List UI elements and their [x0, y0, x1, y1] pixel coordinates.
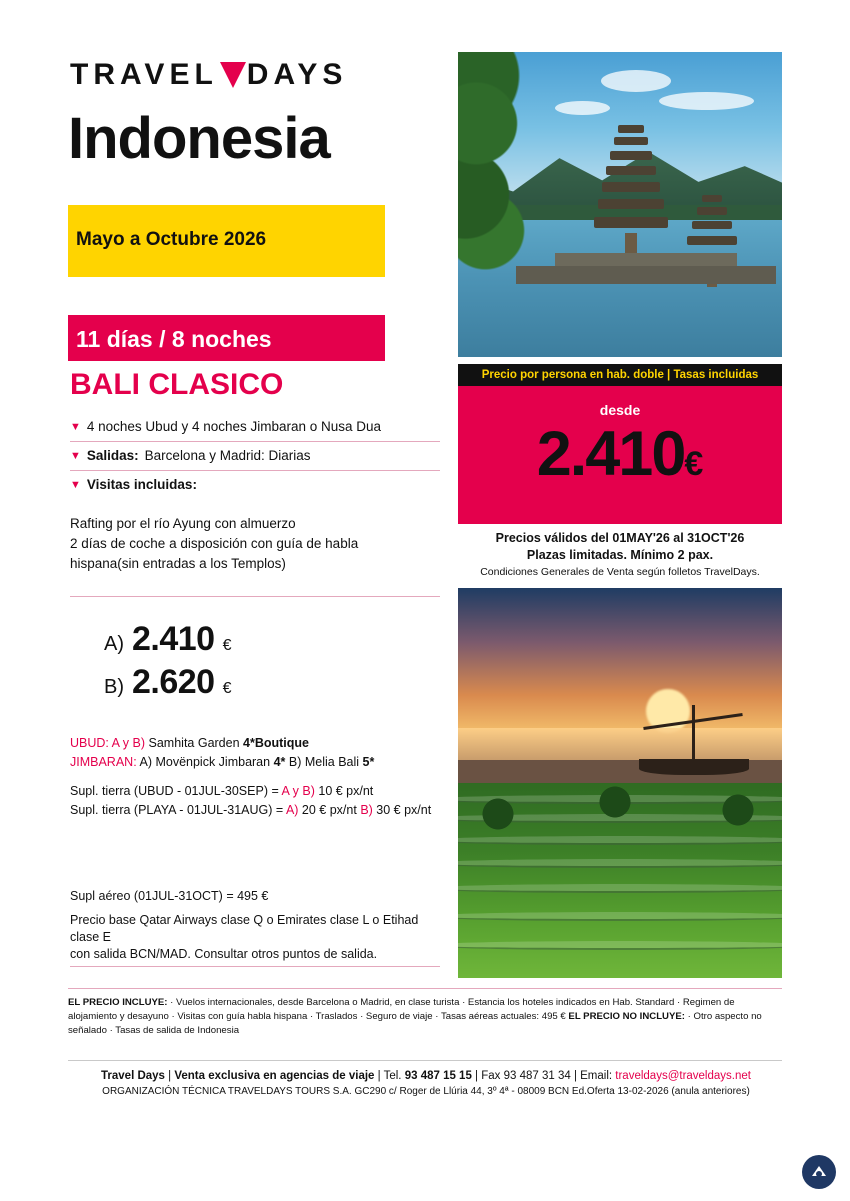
price-box	[458, 386, 782, 524]
supplement-playa-mid: 20 € px/nt	[298, 803, 361, 817]
excludes-label: EL PRECIO NO INCLUYE:	[568, 1011, 685, 1022]
option-currency: €	[222, 680, 232, 697]
hotel-ubud-label: UBUD: A y B)	[70, 736, 146, 750]
option-amount: 2.620	[132, 663, 215, 701]
triangle-bullet-icon: ▼	[70, 450, 81, 462]
hotel-ubud-row	[70, 734, 450, 753]
logo-text-days: DAYS	[246, 58, 348, 91]
season-band-label: Mayo a Octubre 2026	[76, 229, 267, 250]
supplement-ubud-pre: Supl. tierra (UBUD - 01JUL-30SEP) =	[70, 784, 282, 798]
page-title: Indonesia	[68, 106, 330, 171]
duration-band-label: 11 días / 8 noches	[76, 326, 272, 352]
footer-contact-line	[68, 1070, 784, 1082]
supplement-ubud-post: 10 € px/nt	[314, 784, 374, 798]
bullet-list	[70, 413, 440, 499]
season-band	[68, 205, 385, 277]
traveldays-logo	[70, 58, 347, 92]
hotel-jimbaran-a-category: 4*	[273, 755, 286, 769]
supplement-playa-post: 30 € px/nt	[372, 803, 432, 817]
price-option-b	[104, 663, 232, 702]
footer-company: Travel Days	[101, 1070, 165, 1082]
option-currency: €	[222, 637, 232, 654]
price-currency: €	[684, 445, 704, 483]
option-letter: A)	[104, 633, 124, 655]
supplement-ubud-row	[70, 782, 450, 801]
supplement-ubud-options: A y B)	[281, 784, 315, 798]
duration-band	[68, 315, 385, 361]
price-option-a	[104, 620, 232, 659]
air-supplement-line: Supl aéreo (01JUL-31OCT) = 495 €	[70, 889, 269, 903]
price-includes-text	[68, 996, 784, 1038]
air-fare-basis-line-2: con salida BCN/MAD. Consultar otros puntos de salida.	[70, 947, 378, 961]
land-supplements-block	[70, 782, 450, 820]
bullet-text: Barcelona y Madrid: Diarias	[144, 448, 311, 463]
air-supplement-block	[70, 888, 450, 963]
includes-text: · Vuelos internacionales, desde Barcelona o Madrid, en clase turista · Estancia los hoteles indicados en Hab. Standard · Regimen de alojamiento y desayuno · Visitas con guía habla hispana · Traslados · Seguro de viaje · Tasas aéreas actuales: 495 €	[68, 997, 735, 1022]
validity-text	[458, 530, 782, 564]
temple-lake-photo	[458, 52, 782, 357]
included-visits-line-1: Rafting por el río Ayung con almuerzo	[70, 516, 296, 531]
supplement-playa-pre: Supl. tierra (PLAYA - 01JUL-31AUG) =	[70, 803, 286, 817]
hotel-jimbaran-b-category: 5*	[362, 755, 375, 769]
included-visits-text	[70, 514, 445, 574]
footer-fax: | Fax 93 487 31 34 | Email:	[471, 1070, 616, 1082]
hotel-ubud-name: Samhita Garden	[148, 736, 240, 750]
pdf-viewer-badge-icon[interactable]	[802, 1155, 836, 1189]
validity-line-1: Precios válidos del 01MAY'26 al 31OCT'26	[495, 531, 745, 545]
footer-sep-1: |	[164, 1070, 175, 1082]
footer-legal-line: ORGANIZACIÓN TÉCNICA TRAVELDAYS TOURS S.A. GC290 c/ Roger de Llúria 44, 3º 4ª - 08009 BCN Ed.Oferta 13-02-2026 (anula anteriores)	[102, 1086, 750, 1097]
divider-above-includes	[68, 988, 782, 989]
bullet-text: 4 noches Ubud y 4 noches Jimbaran o Nusa Dua	[86, 419, 382, 434]
logo-text-travel: TRAVEL	[70, 58, 218, 91]
bullet-label: Salidas:	[86, 448, 139, 463]
hotel-jimbaran-label: JIMBARAN:	[70, 755, 137, 769]
price-desde-label: desde	[599, 402, 641, 418]
price-value: 2.410	[536, 419, 685, 489]
hotel-jimbaran-a: A) Movënpick Jimbaran	[139, 755, 271, 769]
footer-exclusive: Venta exclusiva en agencias de viaje	[174, 1070, 375, 1082]
list-item	[70, 442, 440, 471]
triangle-bullet-icon: ▼	[70, 479, 81, 491]
price-box-header	[458, 364, 782, 386]
list-item	[70, 471, 440, 499]
beach-and-terraces-photo	[458, 588, 782, 978]
divider-below-air	[70, 966, 440, 967]
hotel-jimbaran-b: B) Melia Bali	[288, 755, 360, 769]
supplement-playa-option-b: B)	[360, 803, 373, 817]
product-name: BALI CLASICO	[70, 368, 284, 401]
hotel-ubud-category: 4*Boutique	[243, 736, 310, 750]
option-letter: B)	[104, 676, 124, 698]
triangle-bullet-icon: ▼	[70, 421, 81, 433]
logo-v-mark-icon	[220, 60, 246, 90]
divider-above-prices	[70, 596, 440, 597]
option-amount: 2.410	[132, 620, 215, 658]
bullet-label: Visitas incluidas:	[86, 477, 197, 492]
price-box-header-label: Precio por persona en hab. doble | Tasas incluidas	[481, 369, 759, 381]
includes-label: EL PRECIO INCLUYE:	[68, 997, 168, 1008]
validity-line-2: Plazas limitadas. Mínimo 2 pax.	[526, 548, 714, 562]
footer-phone: 93 487 15 15	[404, 1070, 472, 1082]
supplement-playa-row	[70, 801, 450, 820]
price-main-amount	[458, 418, 782, 490]
divider-above-footer	[68, 1060, 782, 1061]
footer-sep-2: | Tel.	[374, 1070, 405, 1082]
supplement-playa-option-a: A)	[285, 803, 299, 817]
excludes-text: · Otro aspecto no señalado · Tasas de salida de Indonesia	[68, 1011, 762, 1036]
air-fare-basis-line-1: Precio base Qatar Airways clase Q o Emirates clase L o Etihad clase E	[70, 913, 419, 944]
included-visits-line-2: 2 días de coche a disposición con guía de habla	[70, 536, 359, 551]
price-options	[104, 620, 232, 706]
footer-email[interactable]: traveldays@traveldays.net	[615, 1070, 751, 1082]
general-conditions-text: Condiciones Generales de Venta según folletos TravelDays.	[480, 566, 760, 578]
list-item	[70, 413, 440, 442]
hotels-block	[70, 734, 450, 772]
hotel-jimbaran-row	[70, 753, 450, 772]
included-visits-line-3: hispana(sin entradas a los Templos)	[70, 556, 286, 571]
